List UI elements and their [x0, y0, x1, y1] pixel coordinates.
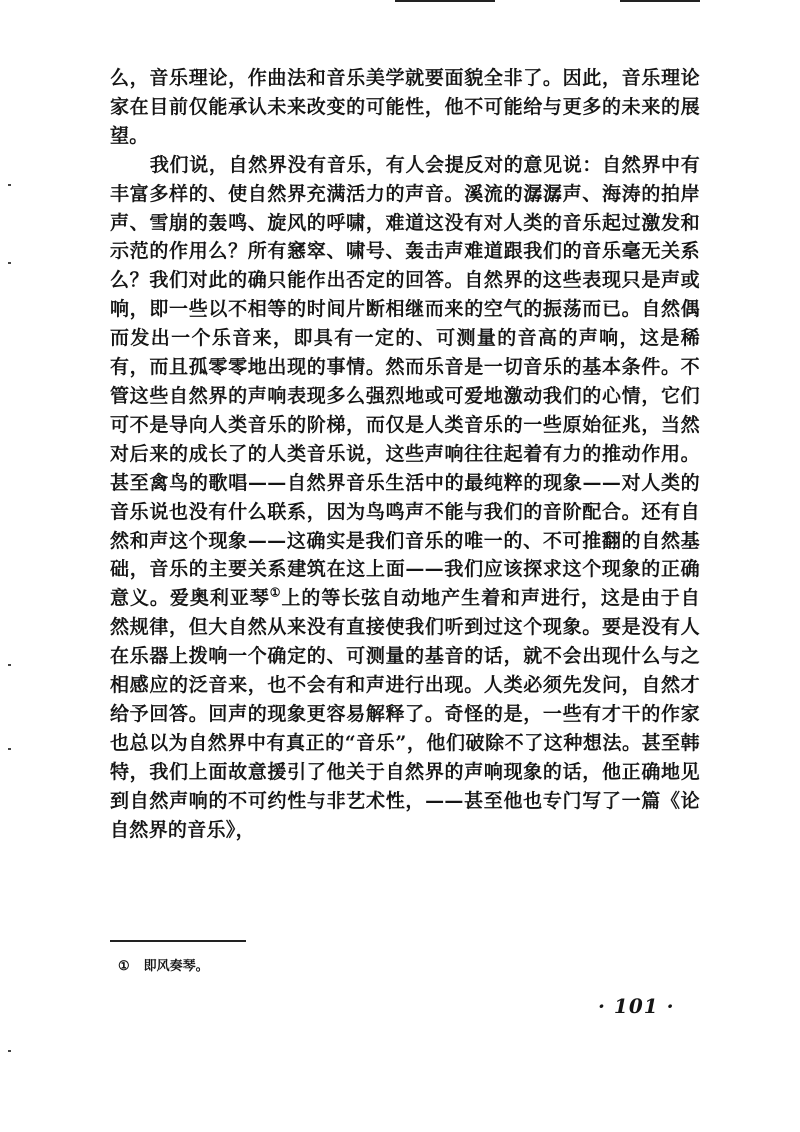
scan-mark — [8, 1050, 11, 1052]
paragraph-main-part1: 我们说，自然界没有音乐，有人会提反对的意见说：自然界中有丰富多样的、使自然界充满活力的声音。溪流的潺潺声、海涛的拍岸声、雪崩的轰鸣、旋风的呼啸，难道这没有对人类的音乐起过激发和示范的作用么？所有窸窣、啸号、轰击声难道跟我们的音乐毫无关系么？我们对此的确只能作出否定的回答。自然界的这些表现只是声或响，即一些以不相等的时间片断相继而来的空气的振荡而已。自然偶而发出一个乐音来，即具有一定的、可测量的音高的声响，这是稀有，而且孤零零地出现的事情。然而乐音是一切音乐的基本条件。不管这些自然界的声响表现多么强烈地或可爱地激动我们的心情，它们可不是导向人类音乐的阶梯，而仅是人类音乐的一些原始征兆，当然对后来的成长了的人类音乐说，这些声响往往起着有力的推动作用。甚至禽鸟的歌唱——自然界音乐生活中的最纯粹的现象——对人类的音乐说也没有什么联系，因为鸟鸣声不能与我们的音阶配合。还有自然和声这个现象——这确实是我们音乐的唯一的、不可推翻的自然基础，音乐的主要关系建筑在这上面——我们应该探求这个现象的正确意义。爱奥利亚琴 — [110, 153, 700, 610]
footnote-text: 即风奏琴。 — [143, 959, 209, 974]
top-edge-rule — [395, 0, 495, 2]
scan-mark — [8, 184, 11, 186]
scan-mark — [8, 748, 11, 750]
footnote-number: ① — [118, 959, 130, 974]
scan-mark — [8, 262, 11, 264]
body-text — [110, 64, 700, 844]
paragraph-main-part2: 上的等长弦自动地产生着和声进行，这是由于自然规律，但大自然从来没有直接使我们听到过这个现象。要是没有人在乐器上拨响一个确定的、可测量的基音的话，就不会出现什么与之相感应的泛音来，也不会有和声进行出现。人类必须先发问，自然才给予回答。回声的现象更容易解释了。奇怪的是，一些有才干的作家也总以为自然界中有真正的“音乐”，他们破除不了这种想法。甚至韩特，我们上面故意援引了他关于自然界的声响现象的话，他正确地见到自然声响的不可约性与非艺术性，——甚至他也专门写了一篇《论自然界的音乐》， — [110, 587, 700, 841]
footnote-reference: ① — [269, 585, 282, 600]
footnote-divider — [110, 940, 246, 942]
paragraph-continuation: 么，音乐理论，作曲法和音乐美学就要面貌全非了。因此，音乐理论家在目前仅能承认未来改变的可能性，他不可能给与更多的未来的展望。 — [110, 67, 700, 147]
paragraph-main — [110, 151, 700, 845]
top-edge-rule-right — [620, 0, 700, 2]
footnote — [118, 958, 209, 976]
scan-mark — [8, 664, 11, 666]
page-number: · 101 · — [598, 994, 675, 1018]
